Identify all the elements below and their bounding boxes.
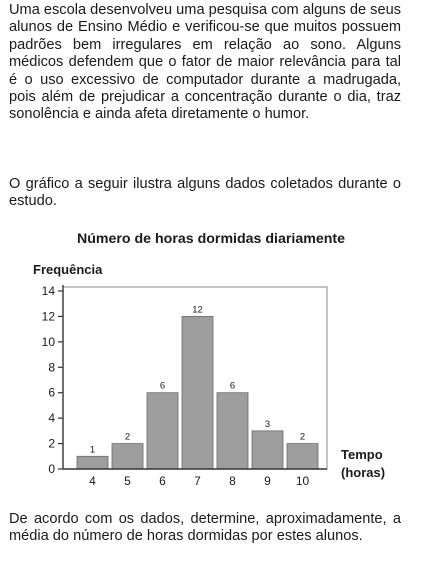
x-tick-label: 10 (295, 474, 310, 488)
chart-title: Número de horas dormidas diariamente (76, 231, 346, 247)
problem-statement: Uma escola desenvolveu uma pesquisa com alguns de seus alunos de Ensino Médio e verificou-se que muitos possuem padrões bem irregulares em relação ao sono. Alguns médicos defendem que o fator de maior relevância para tal é o uso excessivo de computador durante a madrugada, pois além de prejudicar a concentração durante o dia, traz sonolência e ainda afeta diretamente o humor. (9, 2, 401, 123)
data-label: 6 (159, 380, 166, 392)
y-tick-label: 8 (48, 360, 55, 375)
y-tick-label: 0 (48, 462, 55, 476)
bar-chart (0, 255, 422, 495)
x-tick-label: 5 (124, 474, 131, 488)
y-tick-label: 10 (41, 334, 55, 349)
bars (77, 304, 318, 469)
y-ticks (42, 284, 63, 476)
bar (112, 444, 143, 469)
x-axis-label-line1: Tempo (341, 447, 383, 462)
data-label: 1 (89, 444, 96, 456)
x-tick-label: 4 (89, 474, 96, 488)
data-label: 6 (229, 380, 236, 392)
bar (182, 316, 213, 469)
y-tick-label: 4 (48, 411, 55, 426)
bar (147, 393, 178, 469)
y-tick-label: 2 (48, 436, 55, 451)
y-tick-label: 6 (48, 385, 55, 400)
data-label: 3 (264, 418, 271, 430)
x-ticks (89, 474, 309, 488)
x-tick-label: 9 (264, 474, 271, 488)
x-tick-label: 7 (194, 474, 201, 488)
x-axis-label-line2: (horas) (341, 465, 386, 480)
question-text: De acordo com os dados, determine, aproximadamente, a média do número de horas dormidas por estes alunos. (9, 511, 401, 545)
y-tick-label: 14 (41, 284, 55, 298)
bar (287, 444, 318, 469)
bar (252, 431, 283, 469)
chart-intro: O gráfico a seguir ilustra alguns dados coletados durante o estudo. (9, 176, 401, 210)
y-tick-label: 12 (41, 309, 55, 324)
x-tick-label: 8 (229, 474, 236, 488)
x-tick-label: 6 (159, 474, 166, 488)
y-axis-label: Frequência (33, 262, 103, 277)
bar (77, 456, 108, 469)
data-label: 12 (192, 304, 203, 316)
data-label: 2 (299, 431, 306, 443)
bar (217, 393, 248, 469)
data-label: 2 (124, 431, 131, 443)
